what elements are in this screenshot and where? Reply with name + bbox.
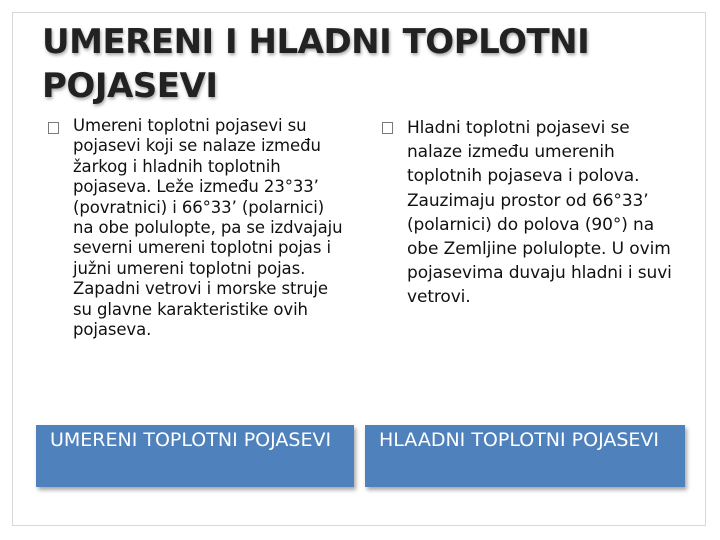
right-column: [382, 116, 682, 310]
square-bullet-icon: [48, 122, 59, 134]
right-bullet-item: [382, 116, 682, 310]
left-bullet-item: [48, 116, 348, 340]
left-column: [48, 116, 348, 340]
right-bullet-text: Hladni toplotni pojasevi se nalaze između umerenih toplotnih pojaseva i polova. Zauzimaju prostor od 66°33’ (polarnici) do polova (90°) na obe Zemljine polulopte. U ovim pojasevima duvaju hladni i suvi vetrovi.: [407, 118, 672, 308]
left-bullet-text: Umereni toplotni pojasevi su pojasevi koji se nalaze između žarkog i hladnih toplotnih pojaseva. Leže između 23°33’ (povratnici) i 66°33’ (polarnici) na obe polulopte, pa se izdvajaju severni umereni toplotni pojas i južni umereni toplotni pojas. Zapadni vetrovi i morske struje su glavne karakteristike ovih pojaseva.: [73, 116, 343, 340]
left-label-box: UMERENI TOPLOTNI POJASEVI: [36, 425, 354, 487]
square-bullet-icon: [382, 122, 393, 134]
slide-title: UMERENI I HLADNI TOPLOTNI POJASEVI: [42, 22, 590, 106]
right-label-box: HLAADNI TOPLOTNI POJASEVI: [365, 425, 685, 487]
